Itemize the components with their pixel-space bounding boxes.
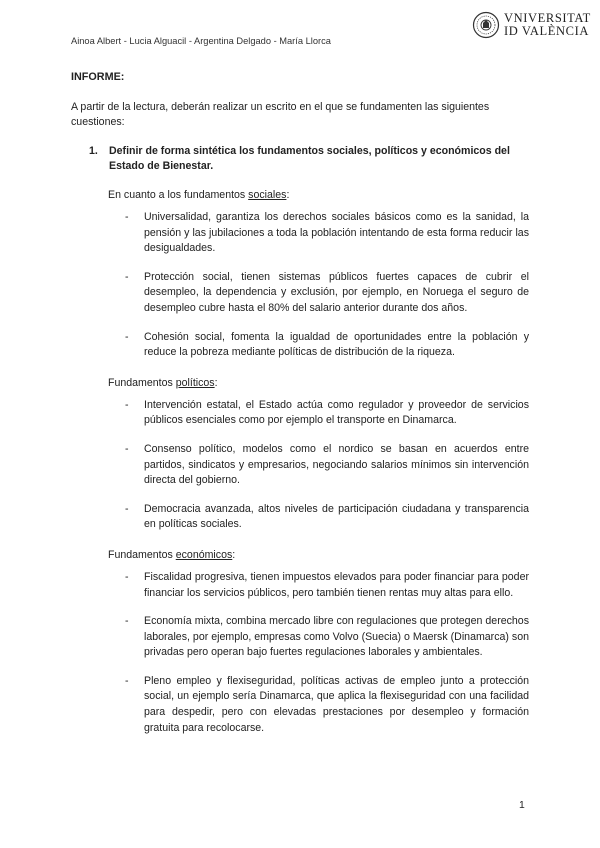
logo-line-2: ID VALÈNCIA bbox=[504, 24, 589, 38]
section-economic-intro: Fundamentos económicos: bbox=[108, 548, 236, 561]
section-social-intro: En cuanto a los fundamentos sociales: bbox=[108, 189, 290, 201]
page-number: 1 bbox=[519, 800, 525, 811]
list-item: - Protección social, tienen sistemas públicos fuertes capaces de cubrir el desempleo, la dependencia y exclusión, por ejemplo, en Noruega el seguro de desempleo cubre hasta el 80% del salario anterior durante dos años. bbox=[125, 270, 529, 314]
document-body bbox=[71, 71, 529, 749]
section-political-intro: Fundamentos políticos: bbox=[108, 376, 218, 389]
section-social bbox=[108, 188, 529, 361]
keyword-sociales: sociales bbox=[248, 189, 287, 201]
list-item: - Pleno empleo y flexiseguridad, políticas activas de empleo junto a protección social, un ejemplo sería Dinamarca, que aplica la flexiseguridad con una facilidad para despedir, pero con elevadas prestaciones por desempleo y formación gratuita para recolocarse. bbox=[125, 674, 529, 734]
list-item: - Democracia avanzada, altos niveles de participación ciudadana y transparencia en políticas sociales. bbox=[125, 502, 529, 531]
section-economic bbox=[108, 548, 529, 736]
list-item: - Cohesión social, fomenta la igualdad de oportunidades entre la población y reduce la pobreza mediante políticas de distribución de la riqueza. bbox=[125, 330, 529, 359]
section-political bbox=[108, 376, 529, 533]
question-1 bbox=[89, 144, 529, 174]
header-authors: Ainoa Albert - Lucia Alguacil - Argentina Delgado - María Llorca bbox=[71, 36, 331, 46]
list-item: - Universalidad, garantiza los derechos sociales básicos como es la sanidad, la pensión y las jubilaciones a toda la población intentando de esta forma reducir las desigualdades. bbox=[125, 211, 529, 255]
university-logo bbox=[472, 10, 590, 42]
list-item: - Intervención estatal, el Estado actúa como regulador y proveedor de servicios públicos esenciales como por ejemplo el transporte en Dinamarca. bbox=[125, 398, 529, 427]
list-item: - Economía mixta, combina mercado libre con regulaciones que protegen derechos laborales, por ejemplo, empresas como Volvo (Suecia) o Maersk (Dinamarca) son privadas pero operan bajo fuertes regulaciones laborales y ambientales. bbox=[125, 615, 529, 659]
keyword-economicos: económicos bbox=[175, 548, 233, 561]
list-item: - Consenso político, modelos como el nordico se basan en acuerdos entre partidos, sindicatos y empresarios, negociando salarios mínimos sin intervención directa del gobierno. bbox=[125, 442, 529, 487]
keyword-politicos: políticos bbox=[175, 376, 215, 389]
report-label: INFORME: bbox=[71, 71, 125, 83]
university-seal-icon bbox=[472, 10, 500, 40]
list-item: - Fiscalidad progresiva, tienen impuestos elevados para poder financiar para poder financiar los servicios públicos, pero también tienen rentas muy altas para ello. bbox=[125, 570, 529, 599]
question-number: 1. bbox=[89, 145, 98, 157]
logo-line-1: VNIVERSITAT bbox=[504, 11, 591, 25]
question-text: Definir de forma sintética los fundamentos sociales, políticos y económicos del Estado de Bienestar. bbox=[109, 145, 510, 172]
intro-paragraph: A partir de la lectura, deberán realizar un escrito en el que se fundamenten las siguientes cuestiones: bbox=[71, 101, 490, 128]
